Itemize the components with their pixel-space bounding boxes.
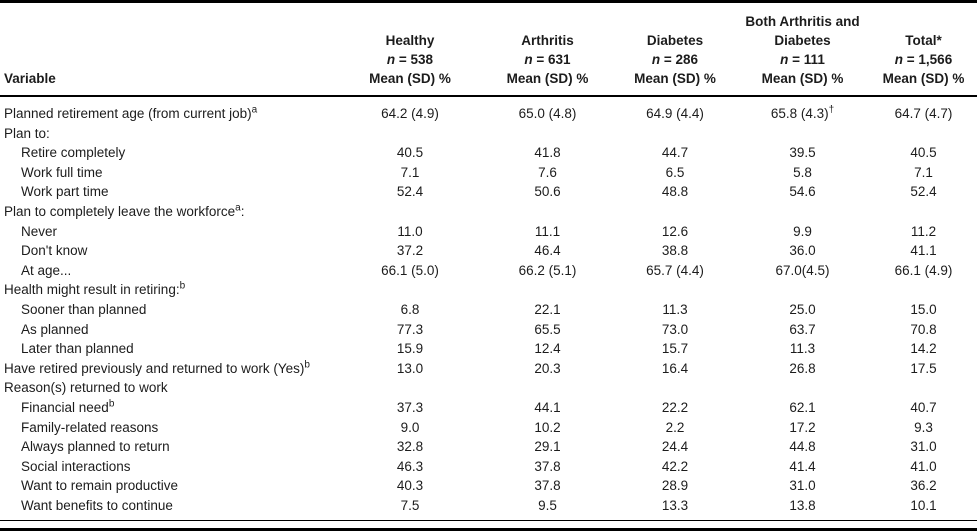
cell-value — [340, 202, 480, 222]
cell-value: 15.0 — [910, 301, 937, 317]
cell-value: 14.2 — [910, 341, 937, 357]
group-label: Both Arthritis and Diabetes — [745, 14, 860, 48]
row-label: Plan to completely leave the workforce$^a$: — [4, 202, 245, 219]
cell-value: 38.8 — [661, 243, 689, 259]
cell-value: 48.8 — [661, 184, 689, 200]
cell-value: 11.0 — [397, 223, 423, 239]
row-label: Work full time — [21, 164, 103, 180]
cell-value: 41.1 — [910, 243, 937, 259]
cell-value: 37.2 — [396, 243, 424, 259]
cell-value: 11.3 — [789, 341, 816, 357]
table-row — [0, 202, 977, 222]
cell-value — [735, 202, 870, 222]
cell-value — [735, 124, 870, 144]
row-label: Social interactions — [21, 458, 131, 474]
row-label: Don't know — [21, 243, 88, 259]
table-row — [0, 222, 977, 242]
group-label: Diabetes — [646, 33, 704, 48]
row-label: Family-related reasons — [21, 419, 159, 435]
table-row — [0, 496, 977, 521]
cell-value — [735, 280, 870, 300]
cell-value: 29.1 — [534, 439, 561, 455]
cell-value — [340, 280, 480, 300]
cell-value: 65.7 (4.4) — [646, 262, 704, 278]
cell-value: 9.3 — [914, 419, 933, 435]
cell-value: 11.1 — [534, 223, 561, 239]
cell-value: 9.5 — [480, 496, 615, 521]
cell-value: 66.2 (5.1) — [518, 262, 577, 278]
cell-value: 37.8 — [534, 458, 561, 474]
row-label: As planned — [21, 321, 89, 337]
column-header-healthy — [340, 2, 480, 97]
table-row — [0, 143, 977, 163]
cell-value: 64.9 (4.4) — [646, 106, 704, 121]
footnote-marker: b — [304, 359, 310, 371]
dagger-marker: † — [828, 104, 835, 116]
cell-value: 9.9 — [793, 223, 812, 239]
cell-value: 32.8 — [396, 439, 424, 455]
cell-value: 31.0 — [789, 478, 816, 494]
cell-value: 7.5 — [340, 496, 480, 521]
cell-value — [870, 378, 977, 398]
table-header — [0, 2, 977, 97]
cell-value: 50.6 — [534, 184, 561, 200]
cell-value: 31.0 — [910, 439, 937, 455]
cell-value: 12.6 — [661, 223, 689, 239]
table-row — [0, 300, 977, 320]
cell-value: 39.5 — [789, 145, 816, 161]
cell-value: 62.1 — [789, 399, 816, 415]
table-row — [0, 437, 977, 457]
column-header-both-arthritis-and-diabetes — [735, 2, 870, 97]
sample-size-label: n = 1,566 — [894, 52, 953, 67]
cell-value: 66.1 (5.0) — [381, 262, 439, 278]
cell-value: 11.3 — [662, 301, 688, 317]
cell-value — [735, 378, 870, 398]
table-body — [0, 96, 977, 521]
cell-value: 22.2 — [661, 399, 689, 415]
cell-value: 52.4 — [910, 184, 937, 200]
cell-value: 5.8 — [793, 164, 812, 180]
cell-value: 41.8 — [534, 145, 561, 161]
measure-label: Mean (SD) % — [506, 71, 589, 86]
cell-value — [615, 202, 735, 222]
row-label: Sooner than planned — [21, 301, 147, 317]
sample-size-label: n = 631 — [524, 52, 571, 67]
cell-value: 20.3 — [534, 360, 561, 376]
header-row — [0, 2, 977, 97]
cell-value — [480, 280, 615, 300]
cell-value — [480, 202, 615, 222]
cell-value: 52.4 — [396, 184, 424, 200]
sample-size-label: n = 111 — [780, 52, 825, 67]
row-label: Plan to: — [4, 125, 50, 141]
table-row — [0, 359, 977, 379]
cell-value: 70.8 — [910, 321, 937, 337]
cell-value: 40.3 — [396, 478, 424, 494]
footnote-marker: b — [179, 280, 186, 292]
cell-value: 67.0(4.5) — [775, 262, 830, 278]
cell-value — [615, 280, 735, 300]
cell-value: 13.3 — [615, 496, 735, 521]
cell-value: 40.7 — [910, 399, 937, 415]
variable-column-header: Variable — [0, 2, 340, 97]
cell-value: 15.7 — [661, 341, 689, 357]
table-row — [0, 261, 977, 281]
cell-value: 7.6 — [538, 164, 557, 180]
row-label: Financial need$^b$ — [21, 398, 115, 415]
table-row — [0, 320, 977, 340]
cell-value — [480, 124, 615, 144]
cell-value: 9.0 — [400, 419, 420, 435]
measure-label: Mean (SD) % — [634, 71, 716, 86]
cell-value: 16.4 — [661, 360, 689, 376]
sample-size-label: n = 286 — [651, 52, 699, 67]
table-row — [0, 182, 977, 202]
table-row — [0, 280, 977, 300]
table-row — [0, 163, 977, 183]
cell-value: 66.1 (4.9) — [894, 262, 953, 278]
footnote-marker: a — [251, 104, 258, 116]
cell-value: 37.3 — [396, 399, 424, 415]
cell-value: 54.6 — [789, 184, 816, 200]
column-header-total — [870, 2, 977, 97]
cell-value: 28.9 — [661, 478, 689, 494]
cell-value: 37.8 — [534, 478, 561, 494]
row-label: Want to remain productive — [21, 478, 179, 494]
cell-value: 65.5 — [534, 321, 561, 337]
cell-value: 2.2 — [665, 419, 685, 435]
cell-value: 63.7 — [789, 321, 816, 337]
measure-label: Mean (SD) % — [369, 71, 451, 86]
cell-value: 7.1 — [400, 164, 420, 180]
cell-value — [615, 378, 735, 398]
cell-value: 13.8 — [735, 496, 870, 521]
row-label: Retire completely — [21, 145, 126, 161]
cell-value — [870, 202, 977, 222]
table-row — [0, 339, 977, 359]
cell-value: 46.4 — [534, 243, 561, 259]
cell-value — [870, 280, 977, 300]
cell-value: 7.1 — [914, 164, 933, 180]
cell-value: 77.3 — [396, 321, 424, 337]
cell-value: 36.2 — [910, 478, 937, 494]
column-header-diabetes — [615, 2, 735, 97]
table-row — [0, 96, 977, 124]
row-label: Always planned to return — [21, 439, 170, 455]
table-row — [0, 457, 977, 477]
cell-value: 25.0 — [789, 301, 816, 317]
cell-value: 6.8 — [400, 301, 420, 317]
cell-value: 13.0 — [396, 360, 424, 376]
cell-value: 41.4 — [789, 458, 816, 474]
row-label: Never — [21, 223, 58, 239]
cell-value: 44.8 — [789, 439, 816, 455]
cell-value: 73.0 — [661, 321, 689, 337]
cell-value: 10.2 — [534, 419, 561, 435]
cell-value — [615, 124, 735, 144]
cell-value: 65.8 (4.3)† — [770, 104, 835, 121]
table-row — [0, 241, 977, 261]
cell-value: 40.5 — [396, 145, 424, 161]
group-label: Arthritis — [521, 33, 574, 48]
row-label: Later than planned — [21, 341, 134, 357]
group-label: Total* — [905, 33, 942, 48]
table-row — [0, 398, 977, 418]
table-row — [0, 124, 977, 144]
cell-value — [870, 124, 977, 144]
cell-value: 44.7 — [661, 145, 689, 161]
column-header-arthritis — [480, 2, 615, 97]
cell-value: 22.1 — [534, 301, 561, 317]
table-row — [0, 476, 977, 496]
cell-value — [340, 378, 480, 398]
cell-value: 42.2 — [661, 458, 689, 474]
cell-value: 6.5 — [665, 164, 685, 180]
row-label: Reason(s) returned to work — [4, 380, 168, 396]
measure-label: Mean (SD) % — [761, 71, 844, 86]
cell-value: 24.4 — [661, 439, 689, 455]
cell-value: 64.2 (4.9) — [381, 106, 439, 121]
cell-value: 44.1 — [534, 399, 561, 415]
footnote-marker: b — [108, 398, 115, 410]
cell-value: 10.1 — [870, 496, 977, 521]
group-label: Healthy — [385, 33, 435, 48]
footnote-marker: a — [235, 202, 241, 214]
cell-value: 12.4 — [534, 341, 561, 357]
cell-value: 46.3 — [396, 458, 424, 474]
cell-value: 41.0 — [910, 458, 937, 474]
table-row — [0, 378, 977, 398]
row-label: At age... — [21, 262, 72, 278]
cell-value — [340, 124, 480, 144]
cell-value: 65.0 (4.8) — [518, 106, 577, 121]
cell-value: 15.9 — [396, 341, 424, 357]
cell-value: 17.5 — [910, 360, 937, 376]
cell-value: 40.5 — [910, 145, 937, 161]
row-label: Planned retirement age (from current job)$^a$ — [4, 104, 258, 121]
cell-value: 36.0 — [789, 243, 816, 259]
row-label: Want benefits to continue — [0, 496, 340, 521]
cell-value — [480, 378, 615, 398]
cell-value: 17.2 — [789, 419, 816, 435]
row-label: Work part time — [21, 184, 109, 200]
cell-value: 26.8 — [789, 360, 816, 376]
cell-value: 11.2 — [910, 223, 937, 239]
measure-label: Mean (SD) % — [882, 71, 965, 86]
sample-size-label: n = 538 — [386, 52, 434, 67]
row-label: Have retired previously and returned to work (Yes)$^b$ — [4, 359, 310, 376]
row-label: Health might result in retiring:$^b$ — [4, 280, 186, 298]
cell-value: 64.7 (4.7) — [894, 106, 953, 121]
table-row — [0, 418, 977, 438]
